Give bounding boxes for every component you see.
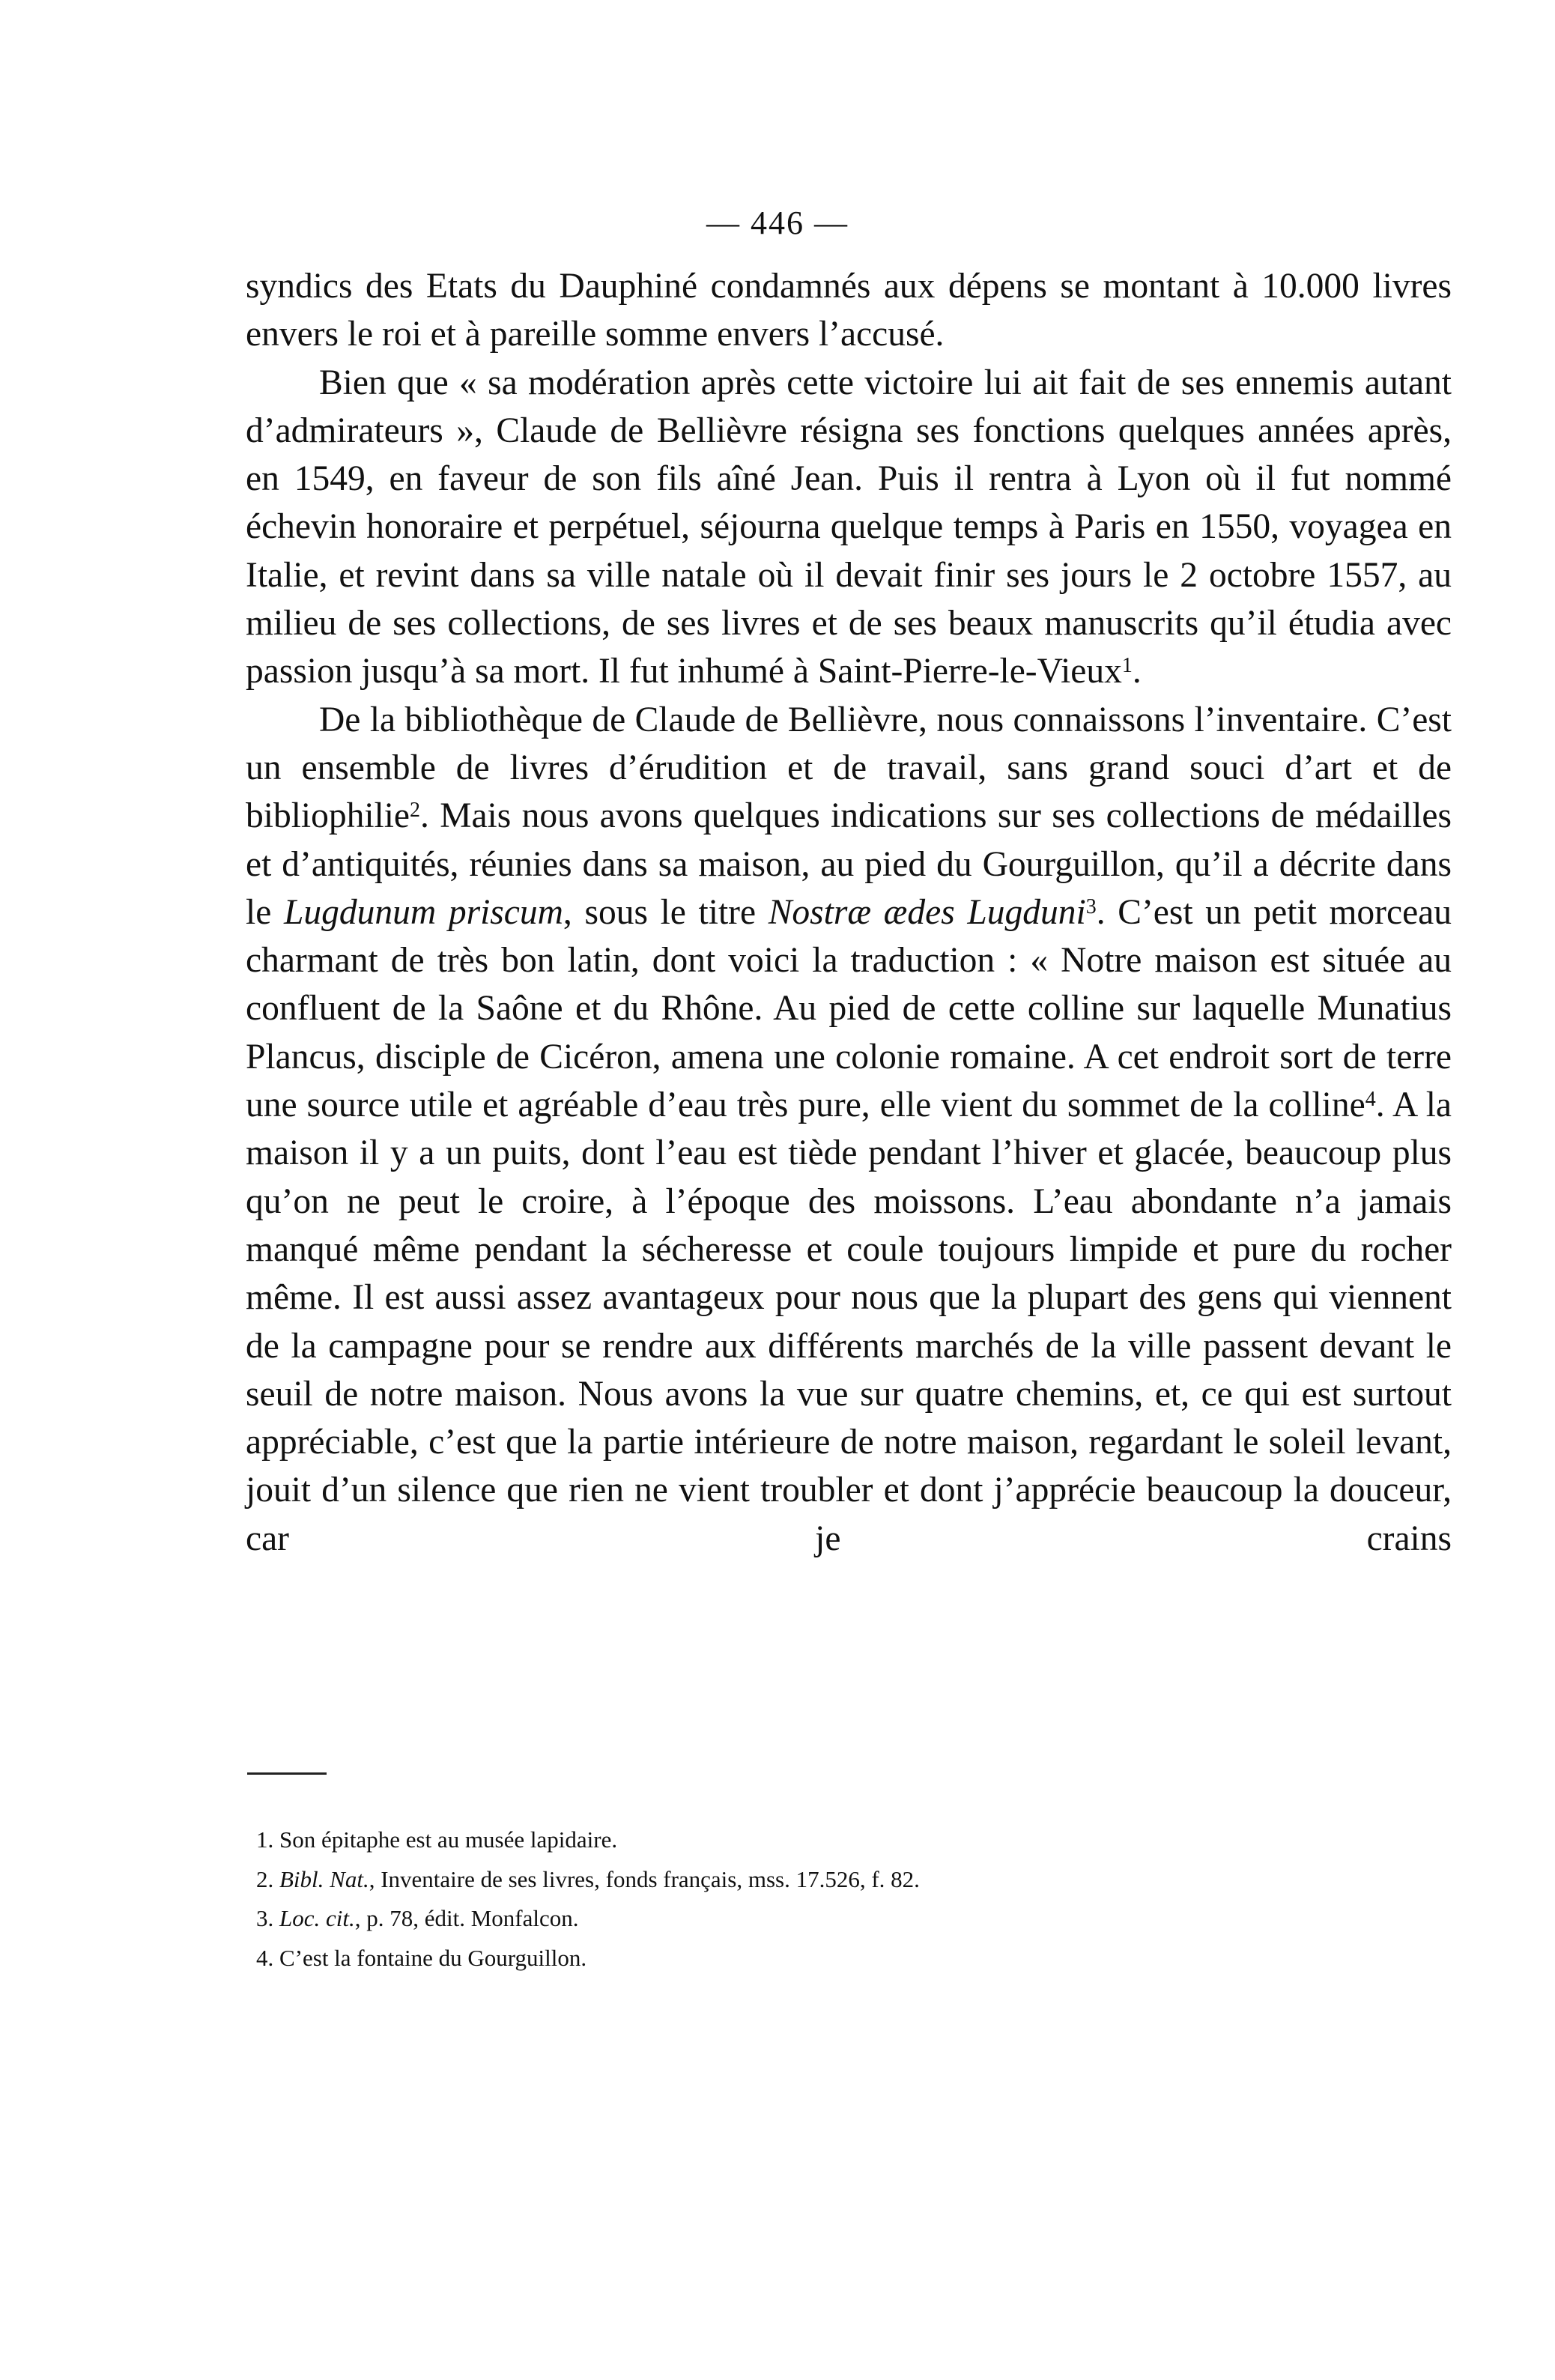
italic-title: Loc. cit. — [279, 1905, 355, 1931]
italic-title: Bibl. Nat. — [279, 1865, 369, 1892]
footnote-number: 1. — [256, 1826, 274, 1853]
paragraph: Bien que « sa modération après cette victoire lui ait fait de ses ennemis autant d’admirateurs », Claude de Bellièvre résigna ses fonctions quelques années après, en 1549, en faveur de son fils aîné Jean. Puis il rentra à Lyon où il fut nommé échevin honoraire et perpétuel, séjourna quelque temps à Paris en 1550, voyagea en Italie, et revint dans sa ville natale où il devait finir ses jours le 2 octobre 1557, au milieu de ses collections, de ses livres et de ses beaux manuscrits qu’il étudia avec passion jusqu’à sa mort. Il fut inhumé à Saint-Pierre-le-Vieux$^1$. — [246, 363, 1452, 691]
footnote: 3. Loc. cit., p. 78, édit. Monfalcon. — [256, 1905, 579, 1931]
footnote-reference: 1 — [1121, 654, 1133, 678]
footnotes — [256, 1820, 1230, 1978]
footnote-number: 4. — [256, 1944, 274, 1971]
footnote-reference: 4 — [1365, 1088, 1376, 1112]
paragraph: De la bibliothèque de Claude de Bellièvre, nous connaissons l’inventaire. C’est un ensemble de livres d’érudition et de travail, sans grand souci d’art et de bibliophilie$^2$. Mais nous avons quelques indications sur ses collections de médailles et d’antiquités, réunies dans sa maison, au pied du Gourguillon, qu’il a décrite dans le Lugdunum priscum, sous le titre Nostræ ædes Lugduni$^3$. C’est un petit morceau charmant de très bon latin, dont voici la traduction : « Notre maison est située au confluent de la Saône et du Rhône. Au pied de cette colline sur laquelle Munatius Plancus, disciple de Cicéron, amena une colonie romaine. A cet endroit sort de terre une source utile et agréable d’eau très pure, elle vient du sommet de la colline$^4$. A la maison il y a un puits, dont l’eau est tiède pendant l’hiver et glacée, beaucoup plus qu’on ne peut le croire, à l’époque des moissons. L’eau abondante n’a jamais manqué même pendant la sécheresse et coule toujours limpide et pure du rocher même. Il est aussi assez avantageux pour nous que la plupart des gens qui viennent de la campagne pour se rendre aux différents marchés de la ville passent devant le seuil de notre maison. Nous avons la vue sur quatre chemins, et, ce qui est surtout appréciable, c’est que la partie intérieure de notre maison, regardant le soleil levant, jouit d’un silence que rien ne vient troubler et dont j’apprécie beaucoup la douceur, car je crains — [246, 700, 1452, 1558]
paragraph: syndics des Etats du Dauphiné condamnés aux dépens se montant à 10.000 livres envers le roi et à pareille somme envers l’accusé. — [246, 267, 1452, 354]
footnote-separator-rule — [247, 1772, 327, 1775]
footnote: 2. Bibl. Nat., Inventaire de ses livres, fonds français, mss. 17.526, f. 82. — [256, 1865, 920, 1892]
footnote-number: 3. — [256, 1905, 274, 1931]
page-number: — 446 — — [706, 205, 849, 241]
footnote-reference: 3 — [1085, 894, 1097, 918]
footnote-number: 2. — [256, 1865, 274, 1892]
body-text — [246, 262, 1452, 1563]
footnote-reference: 2 — [410, 799, 421, 823]
italic-title: Nostræ ædes Lugduni — [768, 892, 1086, 932]
footnote: 4. C’est la fontaine du Gourguillon. — [256, 1944, 587, 1971]
italic-title: Lugdunum priscum — [283, 892, 563, 932]
footnote: 1. Son épitaphe est au musée lapidaire. — [256, 1826, 618, 1853]
